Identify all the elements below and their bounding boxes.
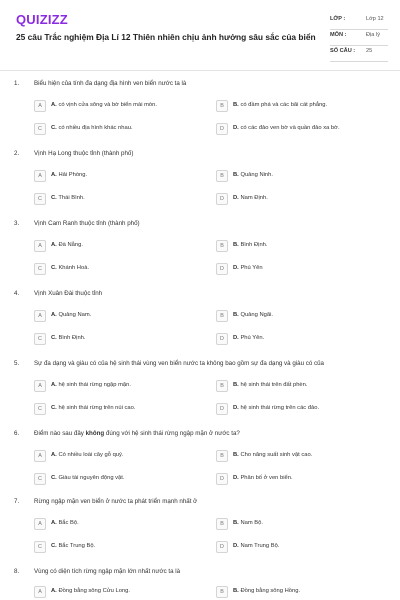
option-a[interactable]: [34, 170, 202, 182]
option-text: Nam Định.: [240, 195, 268, 201]
option-text: hệ sinh thái rừng trên các đảo.: [240, 405, 320, 411]
option-text: Bình Định.: [240, 242, 268, 248]
question-number: 8.: [14, 568, 20, 575]
option-text: Phú Yên: [240, 265, 263, 271]
option-c[interactable]: [34, 123, 202, 135]
option-letter-box: B: [216, 518, 228, 530]
option-letter-box: D: [216, 193, 228, 205]
option-letter-box: A: [34, 170, 46, 182]
question-number: 1.: [14, 80, 20, 87]
option-letter-box: C: [34, 403, 46, 415]
option-letter-box: B: [216, 380, 228, 392]
option-d[interactable]: [216, 541, 384, 553]
option-c[interactable]: [34, 541, 202, 553]
option-c[interactable]: [34, 263, 202, 275]
option-b[interactable]: [216, 240, 384, 252]
option-prefix: D.: [233, 475, 239, 481]
option-text: Đồng bằng sông Hồng.: [240, 588, 301, 594]
quizizz-logo: QUIZIZZ: [16, 12, 68, 27]
option-a[interactable]: [34, 310, 202, 322]
option-letter-box: D: [216, 541, 228, 553]
option-prefix: A.: [51, 102, 57, 108]
question-6: [0, 430, 400, 494]
option-b[interactable]: [216, 450, 384, 462]
option-text: Khánh Hoà.: [58, 265, 90, 271]
worksheet-header: [0, 0, 400, 68]
option-d[interactable]: [216, 193, 384, 205]
question-1: [0, 80, 400, 144]
option-text: có đầm phá và các bãi cát phẳng.: [240, 102, 328, 108]
option-prefix: B.: [233, 520, 239, 526]
option-letter-box: D: [216, 473, 228, 485]
option-a[interactable]: [34, 380, 202, 392]
option-letter-box: A: [34, 100, 46, 112]
page-title: 25 câu Trắc nghiệm Địa Lí 12 Thiên nhiên chịu ảnh hưởng sâu sắc của biển: [16, 32, 316, 42]
option-prefix: A.: [51, 520, 57, 526]
option-c[interactable]: [34, 473, 202, 485]
option-letter-box: B: [216, 586, 228, 598]
option-prefix: B.: [233, 102, 239, 108]
option-letter-box: C: [34, 541, 46, 553]
option-text: Thái Bình.: [58, 195, 85, 201]
question-3: [0, 220, 400, 284]
option-c[interactable]: [34, 403, 202, 415]
option-prefix: C.: [51, 405, 57, 411]
option-c[interactable]: [34, 333, 202, 345]
option-letter-box: B: [216, 240, 228, 252]
option-text: Bắc Trung Bộ.: [58, 543, 96, 549]
option-prefix: D.: [233, 543, 239, 549]
option-d[interactable]: [216, 403, 384, 415]
option-prefix: D.: [233, 125, 239, 131]
option-text: Quảng Nam.: [58, 312, 92, 318]
option-text: Đà Nẵng.: [58, 242, 83, 248]
option-letter-box: B: [216, 450, 228, 462]
meta-value: 25: [366, 48, 373, 54]
option-letter-box: C: [34, 123, 46, 135]
question-number: 7.: [14, 498, 20, 505]
option-text: hệ sinh thái rừng trên núi cao.: [58, 405, 136, 411]
option-text: Hải Phòng.: [58, 172, 88, 178]
option-prefix: D.: [233, 265, 239, 271]
option-text: Có nhiều loài cây gỗ quý.: [58, 452, 124, 458]
option-letter-box: D: [216, 333, 228, 345]
option-prefix: D.: [233, 405, 239, 411]
option-b[interactable]: [216, 518, 384, 530]
question-5: [0, 360, 400, 424]
meta-label: MÔN :: [330, 32, 347, 38]
option-prefix: B.: [233, 588, 239, 594]
option-text: có nhiều địa hình khác nhau.: [58, 125, 133, 131]
question-8: [0, 568, 400, 600]
option-prefix: C.: [51, 195, 57, 201]
option-text: Bình Định.: [58, 335, 86, 341]
option-prefix: B.: [233, 172, 239, 178]
option-prefix: A.: [51, 452, 57, 458]
option-prefix: C.: [51, 335, 57, 341]
option-text: Quảng Ninh.: [240, 172, 273, 178]
option-text: hệ sinh thái rừng ngập mặn.: [58, 382, 131, 388]
option-prefix: A.: [51, 172, 57, 178]
option-text: có vịnh cửa sông và bờ biển mài mòn.: [58, 102, 157, 108]
header-divider: [0, 70, 400, 71]
option-prefix: B.: [233, 242, 239, 248]
option-c[interactable]: [34, 193, 202, 205]
option-text: Giàu tài nguyên động vật.: [58, 475, 125, 481]
option-letter-box: D: [216, 403, 228, 415]
meta-label: LỚP :: [330, 16, 346, 22]
option-letter-box: A: [34, 240, 46, 252]
emphasis-not: không: [85, 430, 105, 437]
question-number: 5.: [14, 360, 20, 367]
option-prefix: B.: [233, 312, 239, 318]
option-a[interactable]: [34, 100, 202, 112]
question-text: Vịnh Hạ Long thuộc tỉnh (thành phố): [34, 150, 134, 157]
question-number: 6.: [14, 430, 20, 437]
option-letter-box: C: [34, 193, 46, 205]
option-a[interactable]: [34, 586, 202, 598]
option-prefix: B.: [233, 382, 239, 388]
question-text: Sự đa dạng và giàu có của hệ sinh thái vùng ven biển nước ta không bao gồm sự đa dạng và giàu có của: [34, 360, 324, 367]
question-text: Vịnh Xuân Đài thuộc tỉnh: [34, 290, 103, 297]
option-letter-box: C: [34, 263, 46, 275]
option-letter-box: C: [34, 333, 46, 345]
option-letter-box: B: [216, 310, 228, 322]
option-text: Quảng Ngãi.: [240, 312, 273, 318]
option-prefix: A.: [51, 382, 57, 388]
question-4: [0, 290, 400, 354]
option-a[interactable]: [34, 518, 202, 530]
option-letter-box: B: [216, 170, 228, 182]
option-d[interactable]: [216, 333, 384, 345]
option-prefix: A.: [51, 242, 57, 248]
option-letter-box: A: [34, 586, 46, 598]
option-text: Cho năng suất sinh vật cao.: [240, 452, 313, 458]
option-prefix: D.: [233, 335, 239, 341]
question-2: [0, 150, 400, 214]
option-text: có các đảo ven bờ và quần đảo xa bờ.: [240, 125, 340, 131]
option-letter-box: A: [34, 518, 46, 530]
option-text: Nam Trung Bộ.: [240, 543, 280, 549]
question-number: 4.: [14, 290, 20, 297]
option-prefix: C.: [51, 265, 57, 271]
option-prefix: C.: [51, 475, 57, 481]
option-prefix: B.: [233, 452, 239, 458]
question-text: Rừng ngập mặn ven biển ở nước ta phát triển mạnh nhất ở: [34, 498, 198, 505]
option-letter-box: D: [216, 123, 228, 135]
option-letter-box: D: [216, 263, 228, 275]
option-text: Phú Yên.: [240, 335, 265, 341]
option-text: Bắc Bộ.: [58, 520, 79, 526]
question-text: Điểm nào sau đây không đúng với hệ sinh thái rừng ngập mặn ở nước ta?: [34, 430, 240, 437]
option-text: Nam Bộ.: [240, 520, 263, 526]
option-text: Phân bố ở ven biển.: [240, 475, 293, 481]
option-d[interactable]: [216, 263, 384, 275]
question-text: Vịnh Cam Ranh thuộc tỉnh (thành phố): [34, 220, 140, 227]
option-b[interactable]: [216, 586, 384, 598]
option-prefix: A.: [51, 312, 57, 318]
option-a[interactable]: [34, 450, 202, 462]
question-text: Biểu hiện của tính đa dạng địa hình ven biển nước ta là: [34, 80, 187, 87]
question-number: 2.: [14, 150, 20, 157]
option-prefix: C.: [51, 543, 57, 549]
option-d[interactable]: [216, 123, 384, 135]
question-text: Vùng có diện tích rừng ngập mặn lớn nhất nước ta là: [34, 568, 181, 575]
meta-label: SỐ CÂU :: [330, 48, 356, 54]
option-letter-box: C: [34, 473, 46, 485]
option-b[interactable]: [216, 170, 384, 182]
question-number: 3.: [14, 220, 20, 227]
option-text: Đồng bằng sông Cửu Long.: [58, 588, 131, 594]
option-letter-box: A: [34, 310, 46, 322]
option-b[interactable]: [216, 380, 384, 392]
option-text: hệ sinh thái trên đất phèn.: [240, 382, 308, 388]
option-letter-box: B: [216, 100, 228, 112]
option-d[interactable]: [216, 473, 384, 485]
meta-value: Địa lý: [366, 32, 380, 38]
meta-row-count: [330, 44, 388, 62]
option-prefix: D.: [233, 195, 239, 201]
option-letter-box: A: [34, 380, 46, 392]
option-prefix: A.: [51, 588, 57, 594]
option-a[interactable]: [34, 240, 202, 252]
option-prefix: C.: [51, 125, 57, 131]
option-letter-box: A: [34, 450, 46, 462]
meta-value: Lớp 12: [366, 16, 384, 22]
option-b[interactable]: [216, 310, 384, 322]
question-7: [0, 498, 400, 562]
option-b[interactable]: [216, 100, 384, 112]
